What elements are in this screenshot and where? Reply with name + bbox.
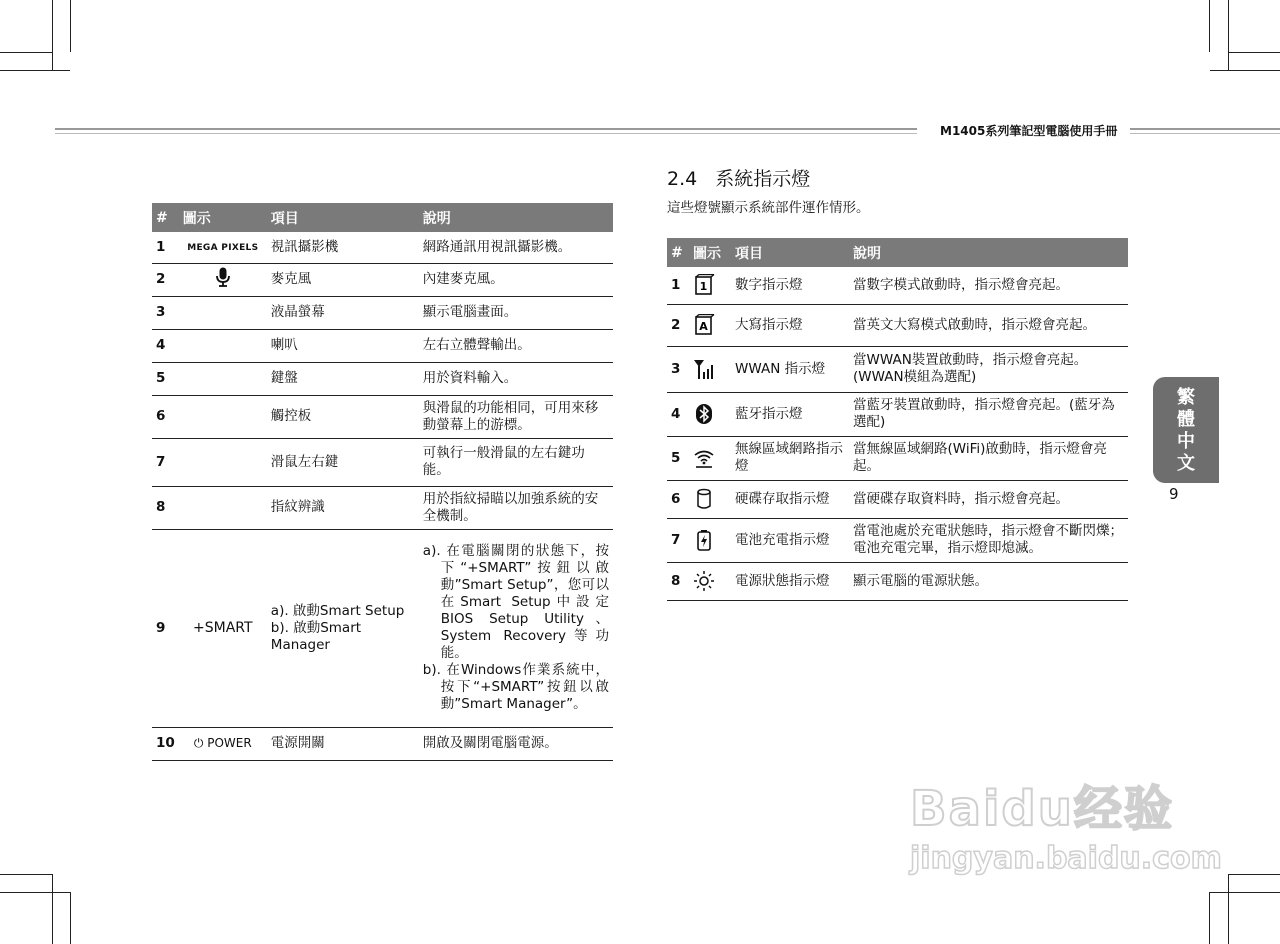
row-item: 數字指示燈	[731, 267, 849, 304]
desc-line-b: b). 在Windows作業系統中，按下“+SMART”按鈕以啟動”Smart Manager”。	[422, 662, 609, 712]
header-rule	[1130, 128, 1280, 130]
language-tab-label: 繁體中文	[1177, 387, 1195, 474]
row-item: 視訊攝影機	[267, 232, 419, 263]
row-desc: 當藍牙裝置啟動時，指示燈會亮起。(藍牙為選配)	[849, 392, 1128, 436]
row-num: 4	[667, 392, 689, 436]
language-tab	[1153, 377, 1219, 483]
table-row	[667, 304, 1128, 346]
row-item: 鍵盤	[267, 362, 419, 395]
crop-mark	[1228, 874, 1229, 944]
row-item: 滑鼠左右鍵	[267, 438, 419, 486]
row-desc: 當硬碟存取資料時，指示燈會亮起。	[849, 480, 1128, 518]
table-row	[152, 232, 613, 263]
row-num: 1	[667, 267, 689, 304]
table-header-row	[152, 203, 613, 232]
table-row	[667, 267, 1128, 304]
wwan-icon	[689, 346, 731, 392]
row-num: 8	[152, 486, 179, 529]
row-item: 無線區域網路指示燈	[731, 436, 849, 480]
row-item: WWAN 指示燈	[731, 346, 849, 392]
row-num: 5	[152, 362, 179, 395]
row-desc: 當無線區域網路(WiFi)啟動時，指示燈會亮起。	[849, 436, 1128, 480]
hdd-icon	[689, 480, 731, 518]
row-desc: 當電池處於充電狀態時，指示燈會不斷閃爍；電池充電完畢，指示燈即熄滅。	[849, 518, 1128, 562]
row-num: 3	[152, 296, 179, 329]
row-item: 電池充電指示燈	[731, 518, 849, 562]
power-button-icon: ⏻ POWER	[179, 727, 267, 760]
crop-mark	[1228, 0, 1229, 70]
section-title	[667, 164, 810, 191]
col-header-num: #	[667, 238, 689, 267]
row-num: 10	[152, 727, 179, 760]
table-row	[667, 480, 1128, 518]
item-line-a: a). 啟動Smart Setup	[270, 602, 405, 619]
watermark	[910, 770, 1222, 876]
section-title-text: 系統指示燈	[715, 168, 811, 190]
col-header-desc: 說明	[419, 203, 613, 232]
crop-mark	[1209, 0, 1210, 52]
crop-mark	[0, 874, 52, 875]
table-row	[152, 263, 613, 296]
row-num: 6	[152, 395, 179, 438]
table-row	[667, 392, 1128, 436]
microphone-icon	[179, 263, 267, 296]
row-num: 4	[152, 329, 179, 362]
indicators-table	[667, 238, 1128, 601]
battery-icon	[689, 518, 731, 562]
row-num: 8	[667, 562, 689, 600]
row-desc: 左右立體聲輸出。	[419, 329, 613, 362]
crop-mark	[70, 892, 71, 944]
crop-mark	[1210, 70, 1280, 71]
row-item: 大寫指示燈	[731, 304, 849, 346]
col-header-num: #	[152, 203, 179, 232]
page-number: 9	[1169, 485, 1179, 503]
row-num: 3	[667, 346, 689, 392]
smart-icon: +SMART	[179, 529, 267, 727]
svg-text:1: 1	[699, 280, 708, 294]
row-item: 喇叭	[267, 329, 419, 362]
header-rule	[55, 133, 917, 134]
row-desc: 與滑鼠的功能相同，可用來移動螢幕上的游標。	[419, 395, 613, 438]
table-row	[152, 395, 613, 438]
row-item: 指紋辨識	[267, 486, 419, 529]
table-row	[152, 727, 613, 760]
table-row	[152, 362, 613, 395]
row-desc: 網路通訊用視訊攝影機。	[419, 232, 613, 263]
crop-mark	[0, 892, 70, 893]
row-desc: 顯示電腦的電源狀態。	[849, 562, 1128, 600]
row-num: 6	[667, 480, 689, 518]
crop-mark	[1228, 52, 1280, 53]
row-item: 電源開關	[267, 727, 419, 760]
col-header-icon: 圖示	[689, 238, 731, 267]
table-row	[152, 529, 613, 727]
wifi-icon	[689, 436, 731, 480]
row-desc: 當WWAN裝置啟動時，指示燈會亮起。(WWAN模組為選配)	[849, 346, 1128, 392]
row-num: 5	[667, 436, 689, 480]
components-table	[152, 203, 613, 761]
watermark-url: jingyan.baidu.com	[910, 841, 1222, 876]
watermark-main: Baidu经验	[910, 781, 1174, 837]
desc-line-a: a). 在電腦關閉的狀態下，按下“+SMART”按鈕以啟動”Smart Setup”，您可以在Smart Setup中設定BIOS Setup Utility、System Recovery等功能。	[422, 543, 609, 661]
row-item: 液晶螢幕	[267, 296, 419, 329]
row-desc: 內建麥克風。	[419, 263, 613, 296]
row-desc: 顯示電腦畫面。	[419, 296, 613, 329]
table-row	[152, 296, 613, 329]
crop-mark	[1209, 892, 1280, 893]
numlock-icon	[689, 267, 731, 304]
row-desc: 用於資料輸入。	[419, 362, 613, 395]
row-num: 2	[152, 263, 179, 296]
row-item	[267, 529, 419, 727]
header-rule	[1130, 133, 1280, 134]
table-row	[667, 562, 1128, 600]
crop-mark	[52, 874, 53, 944]
header-rule	[55, 128, 917, 130]
crop-mark	[70, 0, 71, 52]
row-num: 2	[667, 304, 689, 346]
table-header-row	[667, 238, 1128, 267]
col-header-desc: 說明	[849, 238, 1128, 267]
table-row	[667, 518, 1128, 562]
power-led-icon	[689, 562, 731, 600]
crop-mark	[0, 70, 70, 71]
row-desc: 開啟及關閉電腦電源。	[419, 727, 613, 760]
row-item: 電源狀態指示燈	[731, 562, 849, 600]
row-num: 9	[152, 529, 179, 727]
crop-mark	[0, 52, 52, 53]
row-desc: 當英文大寫模式啟動時，指示燈會亮起。	[849, 304, 1128, 346]
table-row	[152, 438, 613, 486]
svg-text:A: A	[699, 320, 708, 333]
col-header-icon: 圖示	[179, 203, 267, 232]
row-desc	[419, 529, 613, 727]
capslock-icon	[689, 304, 731, 346]
section-description: 這些燈號顯示系統部件運作情形。	[667, 200, 870, 216]
col-header-item: 項目	[267, 203, 419, 232]
row-num: 7	[152, 438, 179, 486]
table-row	[152, 486, 613, 529]
crop-mark	[52, 0, 53, 70]
row-num: 1	[152, 232, 179, 263]
row-desc: 可執行一般滑鼠的左右鍵功能。	[419, 438, 613, 486]
row-num: 7	[667, 518, 689, 562]
crop-mark	[1209, 892, 1210, 944]
row-desc: 當數字模式啟動時，指示燈會亮起。	[849, 267, 1128, 304]
bluetooth-icon	[689, 392, 731, 436]
row-item: 麥克風	[267, 263, 419, 296]
row-item: 硬碟存取指示燈	[731, 480, 849, 518]
row-desc: 用於指紋掃瞄以加強系統的安全機制。	[419, 486, 613, 529]
table-row	[667, 346, 1128, 392]
item-line-b: b). 啟動Smart Manager	[270, 619, 362, 653]
col-header-item: 項目	[731, 238, 849, 267]
row-item: 藍牙指示燈	[731, 392, 849, 436]
section-number: 2.4	[667, 168, 698, 190]
table-row	[667, 436, 1128, 480]
manual-title: M1405系列筆記型電腦使用手冊	[940, 124, 1118, 138]
crop-mark	[1228, 874, 1280, 875]
table-row	[152, 329, 613, 362]
megapixels-icon: MEGA PIXELS	[179, 232, 267, 263]
row-item: 觸控板	[267, 395, 419, 438]
